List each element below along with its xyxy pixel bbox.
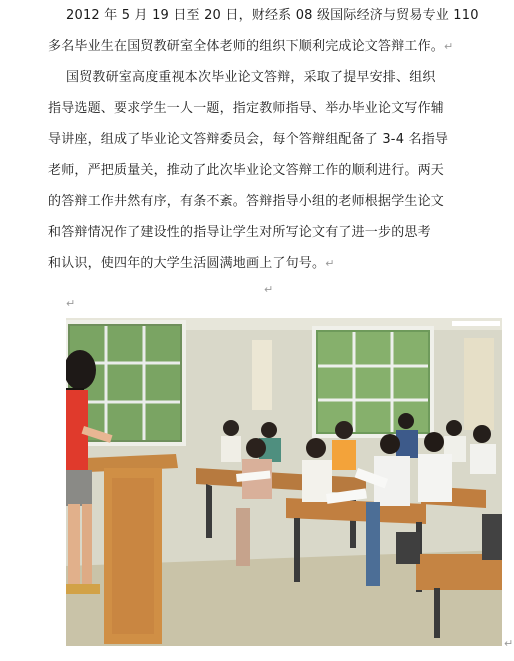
paragraph-1-line-2: 多名毕业生在国贸教研室全体老师的组织下顺利完成论文答辩工作。↵ [48,39,454,54]
paragraph-mark: ↵ [504,637,514,650]
paragraph-2-line-1: 国贸教研室高度重视本次毕业论文答辩，采取了提早安排、组织 [66,70,436,85]
paragraph-1-line-1: 2012 年 5 月 19 日至 20 日，财经系 08 级国际经济与贸易专业 110 [66,8,479,23]
paragraph-2-line-2: 指导选题、要求学生一人一题，指定教师指导、举办毕业论文写作辅 [48,101,445,116]
classroom-photo [66,318,502,646]
paragraph-mark: ↵ [325,257,335,270]
paragraph-2-line-4: 老师，严把质量关，推动了此次毕业论文答辩工作的顺利进行。两天 [48,163,445,178]
paragraph-2-line-6: 和答辩情况作了建设性的指导让学生对所写论文有了进一步的思考 [48,225,431,240]
paragraph-mark: ↵ [264,283,274,296]
paragraph-2-line-5: 的答辩工作井然有序，有条不紊。答辩指导小组的老师根据学生论文 [48,194,445,209]
paragraph-mark: ↵ [66,297,76,310]
paragraph-2-line-7: 和认识，使四年的大学生活圆满地画上了句号。↵ [48,256,335,271]
paragraph-mark: ↵ [444,40,454,53]
paragraph-2-line-3: 导讲座，组成了毕业论文答辩委员会，每个答辩组配备了 3-4 名指导 [48,132,449,147]
